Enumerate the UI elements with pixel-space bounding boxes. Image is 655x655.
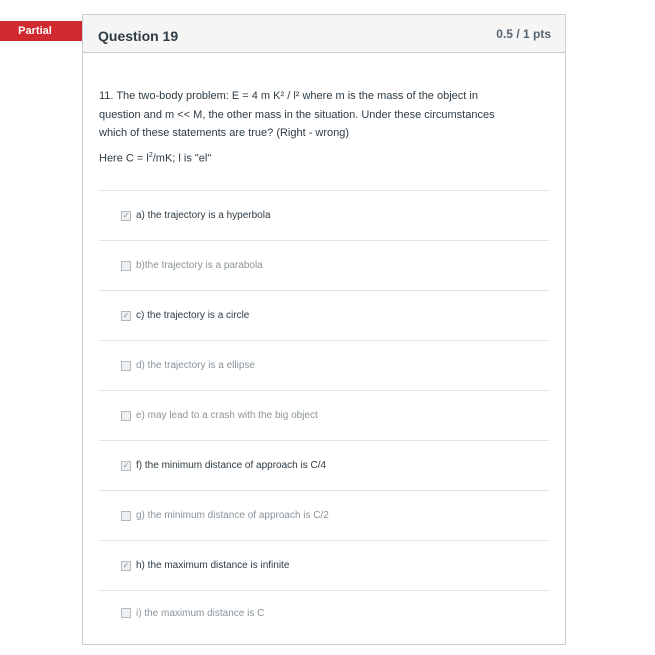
answer-label: i) the maximum distance is C	[136, 607, 265, 619]
question-text	[99, 87, 549, 143]
question-points: 0.5 / 1 pts	[496, 26, 551, 41]
note-superscript: 2	[148, 151, 153, 159]
answer-label: d) the trajectory is a ellipse	[136, 360, 255, 372]
answer-option[interactable]	[99, 490, 549, 540]
answer-option[interactable]	[99, 340, 549, 390]
checkbox-checked[interactable]: ✓	[122, 460, 130, 470]
checkbox[interactable]	[121, 608, 131, 618]
answer-option[interactable]	[99, 240, 549, 290]
answer-option[interactable]	[99, 590, 549, 635]
answer-option[interactable]	[99, 190, 549, 240]
checkbox[interactable]	[121, 511, 131, 521]
badge-label: Partial	[18, 25, 52, 37]
checkbox[interactable]	[121, 361, 131, 371]
note-suffix: /mK; l is "el"	[152, 152, 212, 165]
answer-label: a) the trajectory is a hyperbola	[136, 210, 271, 222]
question-text-line: 11. The two-body problem: E = 4 m K² / l² where m is the mass of the object in	[99, 90, 478, 102]
question-title: Question 19	[98, 27, 179, 44]
checkbox-checked[interactable]: ✓	[122, 560, 130, 570]
answer-option[interactable]	[99, 390, 549, 440]
answer-label: c) the trajectory is a circle	[136, 310, 250, 322]
answer-label: b)the trajectory is a parabola	[136, 260, 263, 272]
note-prefix: Here C = l	[99, 152, 149, 165]
answer-label: h) the maximum distance is infinite	[136, 560, 290, 572]
checkbox[interactable]	[121, 261, 131, 271]
checkbox-checked[interactable]: ✓	[122, 210, 130, 220]
answer-label: f) the minimum distance of approach is C/4	[136, 460, 327, 472]
question-card	[82, 14, 566, 645]
question-header	[83, 15, 565, 53]
answer-label: e) may lead to a crash with the big object	[136, 410, 318, 422]
answer-option[interactable]	[99, 540, 549, 590]
question-note	[99, 152, 549, 165]
partial-credit-badge	[0, 21, 90, 41]
question-body	[83, 53, 565, 635]
answer-option[interactable]	[99, 440, 549, 490]
question-text-line: question and m << M, the other mass in the situation. Under these circumstances	[99, 108, 495, 121]
answer-option[interactable]	[99, 290, 549, 340]
answer-label: g) the minimum distance of approach is C/2	[136, 510, 329, 522]
answer-list	[99, 190, 549, 635]
question-text-line: which of these statements are true? (Right - wrong)	[99, 127, 350, 139]
checkbox[interactable]	[121, 411, 131, 421]
checkbox-checked[interactable]: ✓	[122, 310, 130, 320]
